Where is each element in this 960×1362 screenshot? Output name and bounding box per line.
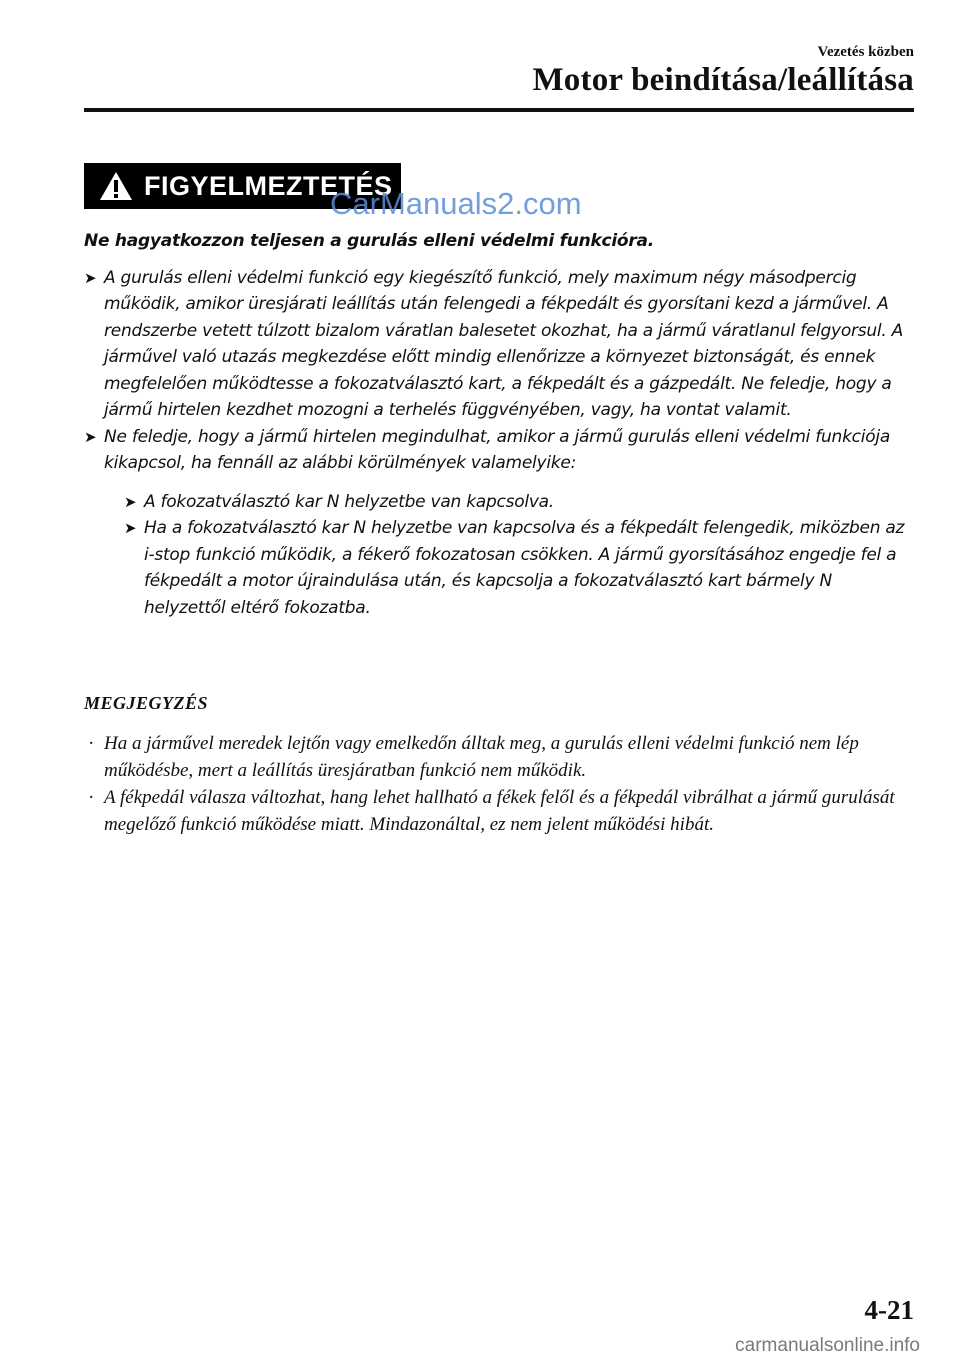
warning-subbullet: ➤ Ha a fokozatválasztó kar N helyzetbe van kapcsolva és a fékpedált felengedik, miközben az i-stop funkció működik, a fékerő fokozatosan csökken. A jármű gyorsításához engedje fel a fékpedált a motor újraindulása után, és kapcsolja a fokozatválasztó kart bármely N helyzettől eltérő fokozatba.	[124, 515, 914, 621]
warning-content	[84, 228, 914, 621]
note-item: · A fékpedál válasza változhat, hang lehet hallható a fékek felől és a fékpedál vibrálhat a jármű gurulását megelőző funkció működése miatt. Mindazonáltal, ez nem jelent működési hibát.	[84, 784, 914, 838]
warning-bullet-list	[84, 265, 914, 622]
note-list	[84, 730, 914, 838]
dot-bullet-icon: ·	[88, 733, 95, 754]
warning-bullet: ➤ Ne feledje, hogy a jármű hirtelen megindulhat, amikor a jármű gurulás elleni védelmi funkciója kikapcsol, ha fennáll az alábbi körülmények valamelyike: ➤ A fokozatválasztó kar N helyzetbe van kapcsolva. ➤ Ha a fokozatválasztó kar N helyzetbe van kapcsolva és a fékpedált felengedik, miközben az i-stop funkció működik, a fékerő fokozatosan csökken. A jármű gyorsításához engedje fel a fékpedált a motor újraindulása után, és kapcsolja a fokozatválasztó kart bármely N helyzettől eltérő fokozatba.	[84, 424, 914, 622]
watermark-bottom: carmanualsonline.info	[735, 1335, 920, 1356]
dot-bullet-icon: ·	[88, 787, 95, 808]
warning-lead: Ne hagyatkozzon teljesen a gurulás elleni védelmi funkcióra.	[84, 231, 654, 251]
arrow-bullet-icon: ➤	[84, 268, 97, 287]
warning-triangle-icon	[98, 170, 134, 202]
note-heading: MEGJEGYZÉS	[84, 693, 209, 713]
arrow-bullet-icon: ➤	[84, 427, 97, 446]
page-title: Motor beindítása/leállítása	[532, 62, 914, 98]
warning-bullet: ➤ A gurulás elleni védelmi funkció egy kiegészítő funkció, mely maximum négy másodpercig működik, amikor üresjárati leállítás után felengedi a fékpedált és gyorsítani kezd a járművel. A rendszerbe vetett túlzott bizalom váratlan balesetet okozhat, ha a jármű váratlanul felgyorsul. A járművel való utazás megkezdése előtt mindig ellenőrizze a környezet biztonságát, és ennek megfelelően működtesse a fokozatválasztó kart, a fékpedált és a gázpedált. Ne feledje, hogy a jármű hirtelen kezdhet mozogni a terhelés függvényében, vagy, ha vontat valamit.	[84, 265, 914, 424]
watermark-top: CarManuals2.com	[330, 186, 582, 221]
page-number: 4-21	[864, 1295, 914, 1325]
arrow-bullet-icon: ➤	[124, 492, 137, 511]
section-title: Vezetés közben	[817, 44, 914, 60]
warning-subbullet-list	[104, 489, 914, 622]
note-item: · Ha a járművel meredek lejtőn vagy emelkedőn álltak meg, a gurulás elleni védelmi funkció nem lép működésbe, mert a leállítás üresjáratban funkció nem működik.	[84, 730, 914, 784]
arrow-bullet-icon: ➤	[124, 519, 137, 537]
warning-label: FIGYELMEZTETÉS	[144, 170, 393, 201]
header-divider	[84, 108, 914, 112]
warning-subbullet: ➤ A fokozatválasztó kar N helyzetbe van kapcsolva.	[124, 489, 914, 516]
